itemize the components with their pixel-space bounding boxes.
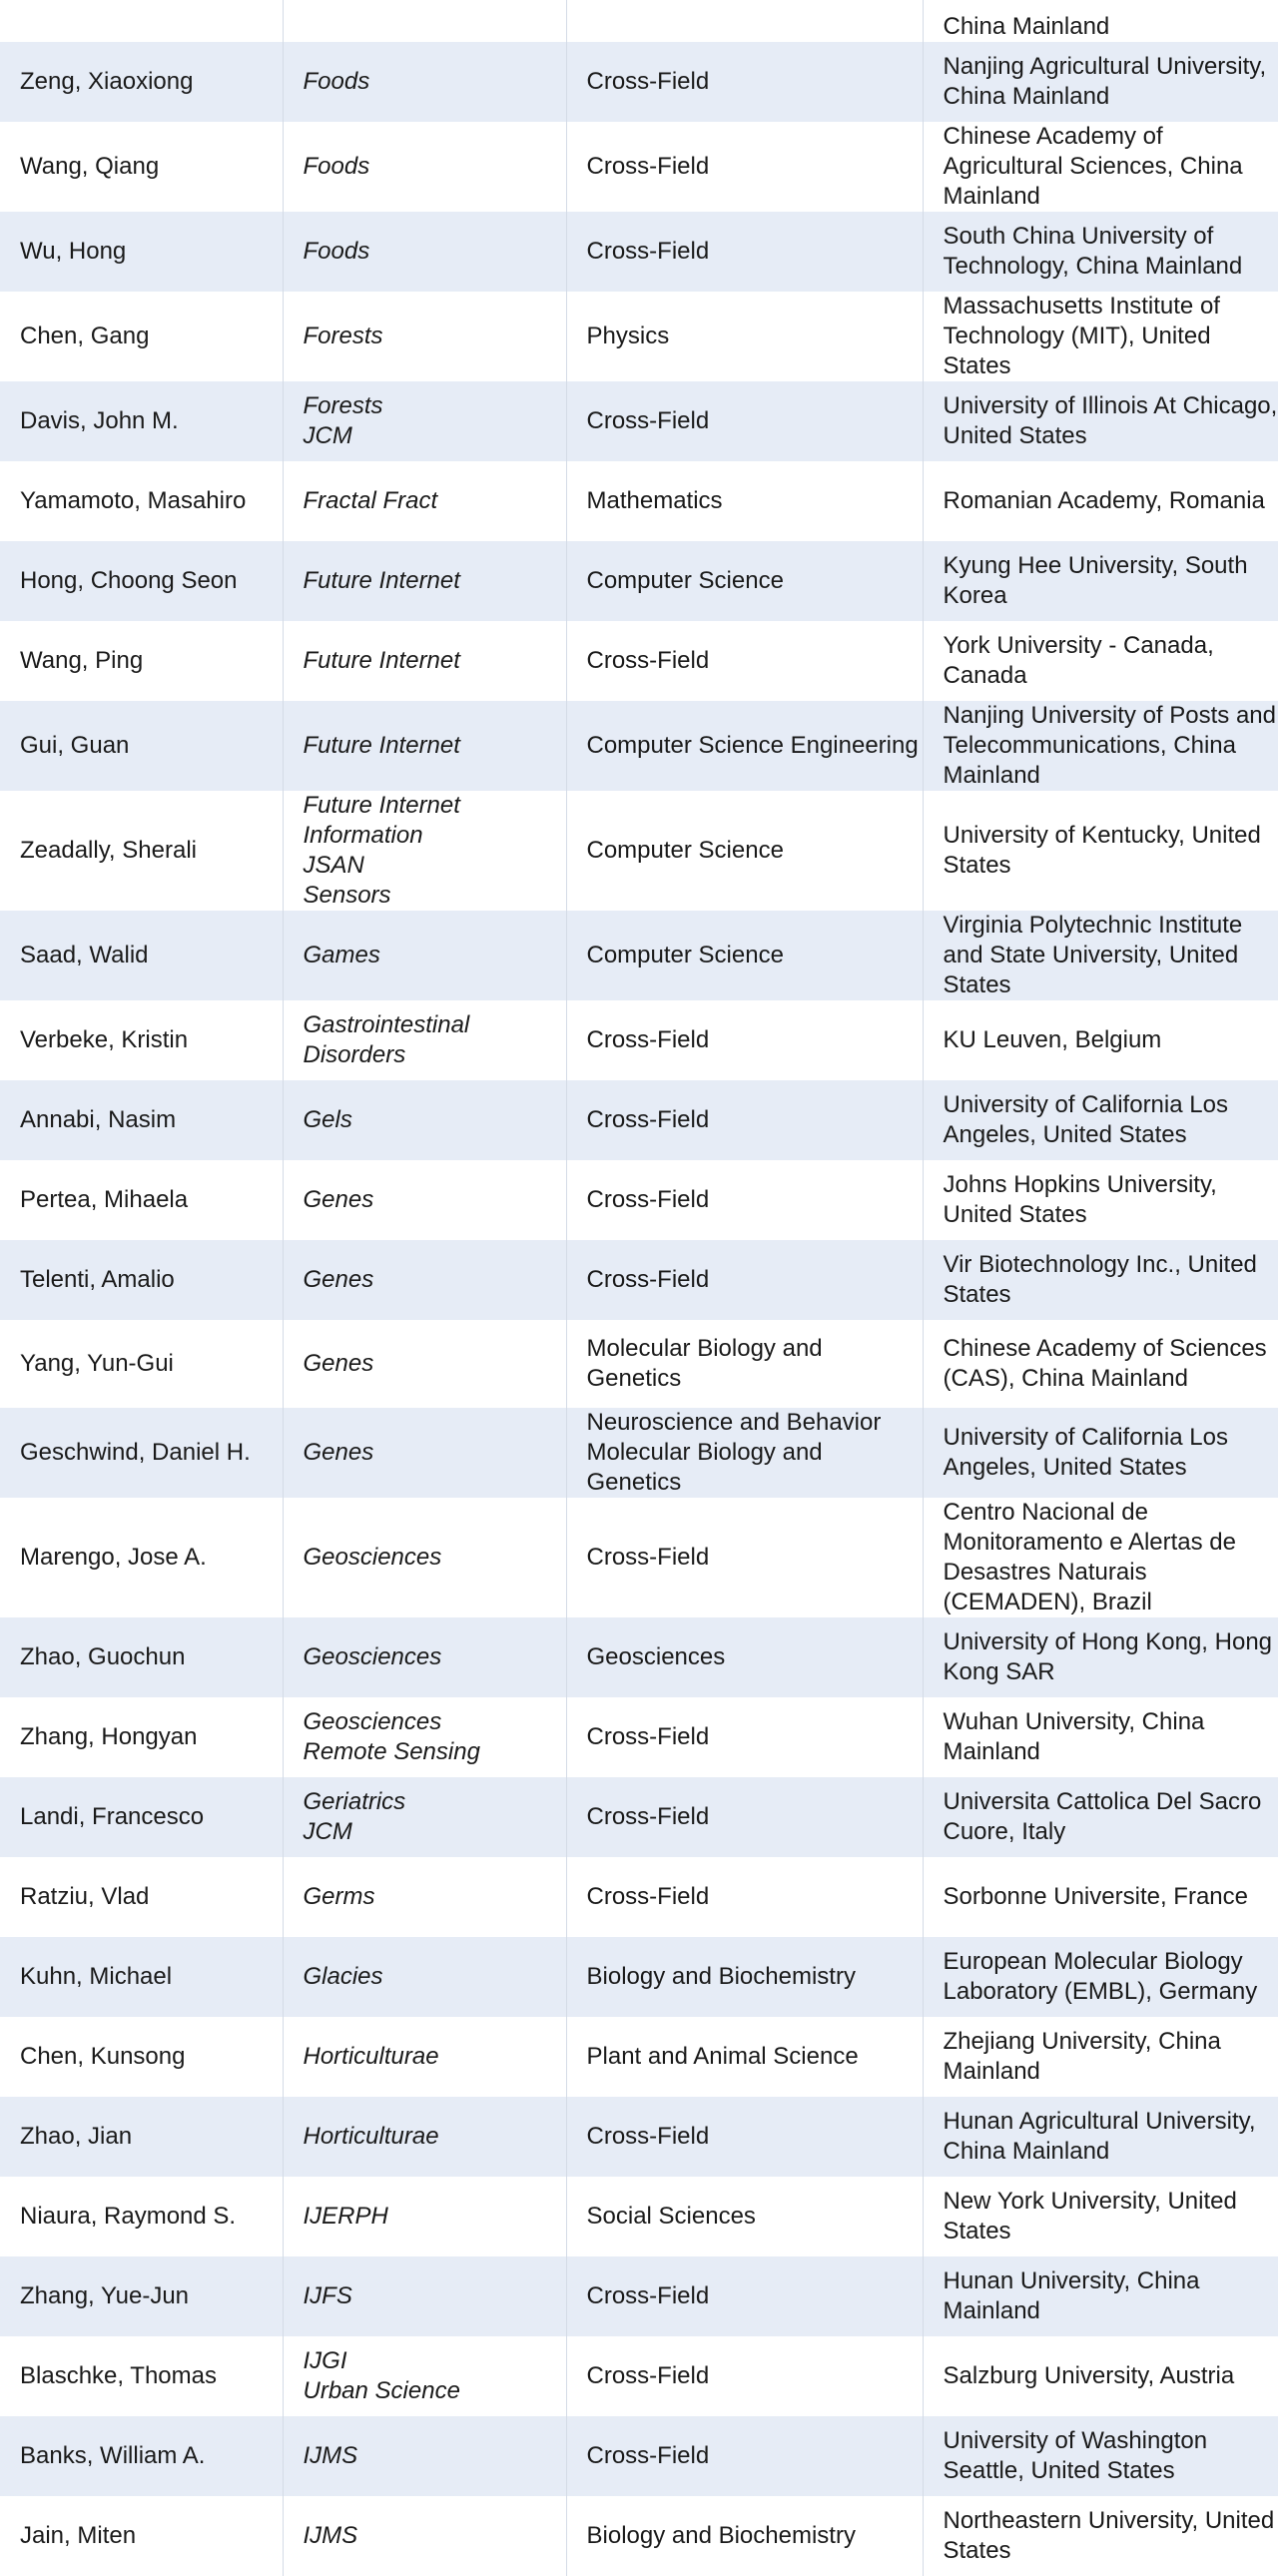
researcher-name: Saad, Walid bbox=[0, 911, 283, 1000]
journal-name: Foods bbox=[303, 68, 370, 95]
journal-name: Future Internet bbox=[303, 647, 460, 674]
journal-list bbox=[283, 701, 566, 791]
affiliation: Sorbonne Universite, France bbox=[943, 1883, 1248, 1910]
journal-list bbox=[283, 1408, 566, 1498]
researcher-name: Kuhn, Michael bbox=[0, 1937, 283, 2017]
journal-list bbox=[283, 1160, 566, 1240]
table-row bbox=[0, 2496, 1278, 2576]
researcher-name: Pertea, Mihaela bbox=[0, 1160, 283, 1240]
researcher-name: Geschwind, Daniel H. bbox=[0, 1408, 283, 1498]
researcher-name: Landi, Francesco bbox=[0, 1777, 283, 1857]
journal-name: Future Internet bbox=[303, 792, 460, 819]
journal-list bbox=[283, 1937, 566, 2017]
journal-list bbox=[283, 1240, 566, 1320]
journal-list bbox=[283, 1080, 566, 1160]
table-row bbox=[0, 2256, 1278, 2336]
table-row bbox=[0, 122, 1278, 212]
table-row bbox=[0, 791, 1278, 911]
journal-name: JCM bbox=[303, 1818, 352, 1845]
research-field: Molecular Biology and Genetics bbox=[566, 1320, 923, 1408]
journal-list bbox=[283, 1617, 566, 1697]
journal-list bbox=[283, 1320, 566, 1408]
journal-list bbox=[283, 2017, 566, 2097]
affiliation: Johns Hopkins University, United States bbox=[943, 1171, 1217, 1228]
table-row bbox=[0, 1160, 1278, 1240]
table-row bbox=[0, 42, 1278, 122]
researcher-name: Verbeke, Kristin bbox=[0, 1000, 283, 1080]
journal-name: IJMS bbox=[303, 2522, 358, 2549]
table-row bbox=[0, 2017, 1278, 2097]
affiliation: European Molecular Biology Laboratory (EMBL), Germany bbox=[943, 1948, 1258, 2005]
journal-list bbox=[283, 2256, 566, 2336]
table-row bbox=[0, 911, 1278, 1000]
researcher-name: Zhao, Jian bbox=[0, 2097, 283, 2177]
research-field: Biology and Biochemistry bbox=[566, 1937, 923, 2017]
journal-list bbox=[283, 2416, 566, 2496]
journal-list bbox=[283, 791, 566, 911]
research-field bbox=[566, 0, 923, 42]
affiliation: University of California Los Angeles, United States bbox=[943, 1424, 1228, 1481]
research-field: Cross-Field bbox=[566, 2416, 923, 2496]
journal-name: Urban Science bbox=[303, 2377, 460, 2404]
table-row bbox=[0, 1498, 1278, 1617]
table-row bbox=[0, 292, 1278, 381]
affiliation: University of Kentucky, United States bbox=[943, 822, 1261, 879]
journal-list bbox=[283, 1777, 566, 1857]
research-field: Cross-Field bbox=[566, 122, 923, 212]
researcher-name: Zeng, Xiaoxiong bbox=[0, 42, 283, 122]
journal-list bbox=[283, 911, 566, 1000]
journal-list bbox=[283, 2177, 566, 2256]
research-field: Computer Science bbox=[566, 911, 923, 1000]
research-field: Computer Science bbox=[566, 541, 923, 621]
journal-name: IJERPH bbox=[303, 2203, 388, 2230]
table-row bbox=[0, 0, 1278, 42]
journal-list bbox=[283, 2097, 566, 2177]
researcher-name: Wu, Hong bbox=[0, 212, 283, 292]
table-row bbox=[0, 621, 1278, 701]
journal-list bbox=[283, 541, 566, 621]
journal-name: Foods bbox=[303, 153, 370, 180]
research-field: Cross-Field bbox=[566, 621, 923, 701]
journal-name: Glacies bbox=[303, 1963, 383, 1990]
affiliation: New York University, United States bbox=[943, 2188, 1237, 2245]
researcher-name: Gui, Guan bbox=[0, 701, 283, 791]
journal-name: Genes bbox=[303, 1266, 374, 1293]
researcher-name: Marengo, Jose A. bbox=[0, 1498, 283, 1617]
research-field: Cross-Field bbox=[566, 1000, 923, 1080]
research-field: Cross-Field bbox=[566, 42, 923, 122]
researcher-name: Blaschke, Thomas bbox=[0, 2336, 283, 2416]
journal-name: JCM bbox=[303, 422, 352, 449]
journal-list bbox=[283, 2336, 566, 2416]
journal-name: JSAN bbox=[303, 852, 364, 879]
affiliation: Centro Nacional de Monitoramento e Alertas de Desastres Naturais (CEMADEN), Brazil bbox=[943, 1499, 1236, 1615]
journal-name: Sensors bbox=[303, 882, 391, 909]
table-row bbox=[0, 1000, 1278, 1080]
research-field: Cross-Field bbox=[566, 1857, 923, 1937]
research-field: Neuroscience and Behavior Molecular Biology and Genetics bbox=[566, 1408, 923, 1498]
table-row bbox=[0, 381, 1278, 461]
journal-list bbox=[283, 1498, 566, 1617]
researcher-name: Yamamoto, Masahiro bbox=[0, 461, 283, 541]
table-row bbox=[0, 1240, 1278, 1320]
table-row bbox=[0, 212, 1278, 292]
journal-name: Horticulturae bbox=[303, 2123, 439, 2150]
table-row bbox=[0, 2097, 1278, 2177]
research-field: Cross-Field bbox=[566, 1697, 923, 1777]
journal-list bbox=[283, 1857, 566, 1937]
affiliation: Hunan Agricultural University, China Mainland bbox=[943, 2108, 1256, 2165]
research-field: Cross-Field bbox=[566, 1160, 923, 1240]
journal-name: Geosciences bbox=[303, 1544, 442, 1571]
research-field: Cross-Field bbox=[566, 381, 923, 461]
researcher-name: Niaura, Raymond S. bbox=[0, 2177, 283, 2256]
journal-list bbox=[283, 461, 566, 541]
journal-name: Information bbox=[303, 822, 423, 849]
journal-name: Horticulturae bbox=[303, 2043, 439, 2070]
journal-name: Remote Sensing bbox=[303, 1738, 480, 1765]
table-row bbox=[0, 1320, 1278, 1408]
affiliation: Chinese Academy of Sciences (CAS), China Mainland bbox=[943, 1335, 1267, 1392]
affiliation: University of Washington Seattle, United States bbox=[943, 2427, 1208, 2484]
table-row bbox=[0, 1777, 1278, 1857]
journal-name: Fractal Fract bbox=[303, 487, 438, 514]
affiliation: Massachusetts Institute of Technology (MIT), United States bbox=[943, 293, 1220, 379]
journal-name: IJFS bbox=[303, 2282, 352, 2309]
researcher-name: Chen, Gang bbox=[0, 292, 283, 381]
affiliation: Nanjing University of Posts and Telecommunications, China Mainland bbox=[943, 702, 1276, 789]
research-field: Physics bbox=[566, 292, 923, 381]
affiliation: Kyung Hee University, South Korea bbox=[943, 552, 1248, 609]
table-row bbox=[0, 1617, 1278, 1697]
research-field: Cross-Field bbox=[566, 1498, 923, 1617]
research-field: Plant and Animal Science bbox=[566, 2017, 923, 2097]
researcher-name: Wang, Ping bbox=[0, 621, 283, 701]
research-field: Cross-Field bbox=[566, 2336, 923, 2416]
journal-name: Gastrointestinal Disorders bbox=[303, 1011, 470, 1068]
journal-list bbox=[283, 0, 566, 42]
research-field: Geosciences bbox=[566, 1617, 923, 1697]
affiliation: Hunan University, China Mainland bbox=[943, 2267, 1200, 2324]
journal-name: Geriatrics bbox=[303, 1788, 406, 1815]
journal-list bbox=[283, 381, 566, 461]
affiliation: University of Hong Kong, Hong Kong SAR bbox=[943, 1628, 1273, 1685]
affiliation: KU Leuven, Belgium bbox=[943, 1026, 1162, 1053]
journal-name: Genes bbox=[303, 1350, 374, 1377]
journal-name: Forests bbox=[303, 392, 383, 419]
journal-list bbox=[283, 292, 566, 381]
researcher-name: Zhao, Guochun bbox=[0, 1617, 283, 1697]
journal-list bbox=[283, 1000, 566, 1080]
journal-name: Future Internet bbox=[303, 567, 460, 594]
affiliation: Wuhan University, China Mainland bbox=[943, 1708, 1205, 1765]
researcher-name: Annabi, Nasim bbox=[0, 1080, 283, 1160]
table-row bbox=[0, 2416, 1278, 2496]
table-row bbox=[0, 1408, 1278, 1498]
journal-list bbox=[283, 42, 566, 122]
journal-name: IJMS bbox=[303, 2442, 358, 2469]
research-field: Cross-Field bbox=[566, 2256, 923, 2336]
journal-list bbox=[283, 1697, 566, 1777]
research-field: Cross-Field bbox=[566, 1240, 923, 1320]
research-field: Mathematics bbox=[566, 461, 923, 541]
researcher-name: Zhang, Yue-Jun bbox=[0, 2256, 283, 2336]
researcher-name: Wang, Qiang bbox=[0, 122, 283, 212]
researcher-name: Zhang, Hongyan bbox=[0, 1697, 283, 1777]
journal-name: Gels bbox=[303, 1106, 352, 1133]
journal-list bbox=[283, 212, 566, 292]
affiliation: Northeastern University, United States bbox=[943, 2507, 1275, 2564]
affiliation: Virginia Polytechnic Institute and State University, United States bbox=[943, 912, 1243, 998]
affiliation: Romanian Academy, Romania bbox=[943, 487, 1265, 514]
affiliation: Chinese Academy of Agricultural Sciences, China Mainland bbox=[943, 123, 1243, 210]
affiliation: York University - Canada, Canada bbox=[943, 632, 1214, 689]
researcher-name: Hong, Choong Seon bbox=[0, 541, 283, 621]
research-field: Cross-Field bbox=[566, 1080, 923, 1160]
table-row bbox=[0, 701, 1278, 791]
researcher-name bbox=[0, 0, 283, 42]
research-field: Cross-Field bbox=[566, 2097, 923, 2177]
researcher-name: Ratziu, Vlad bbox=[0, 1857, 283, 1937]
researcher-name: Banks, William A. bbox=[0, 2416, 283, 2496]
table-row bbox=[0, 1697, 1278, 1777]
journal-name: Geosciences bbox=[303, 1643, 442, 1670]
researcher-name: Yang, Yun-Gui bbox=[0, 1320, 283, 1408]
research-field: Cross-Field bbox=[566, 212, 923, 292]
table-row bbox=[0, 541, 1278, 621]
journal-name: Games bbox=[303, 942, 380, 968]
affiliation: China Mainland bbox=[943, 13, 1110, 40]
affiliation: Vir Biotechnology Inc., United States bbox=[943, 1251, 1257, 1308]
affiliation: Zhejiang University, China Mainland bbox=[943, 2028, 1221, 2085]
affiliation: University of California Los Angeles, United States bbox=[943, 1091, 1228, 1148]
table-row bbox=[0, 1080, 1278, 1160]
affiliation: Salzburg University, Austria bbox=[943, 2362, 1235, 2389]
journal-name: Foods bbox=[303, 238, 370, 265]
affiliation: Nanjing Agricultural University, China Mainland bbox=[943, 53, 1267, 110]
research-field: Computer Science bbox=[566, 791, 923, 911]
journal-name: Genes bbox=[303, 1439, 374, 1466]
journal-list bbox=[283, 621, 566, 701]
journal-name: Genes bbox=[303, 1186, 374, 1213]
research-field: Biology and Biochemistry bbox=[566, 2496, 923, 2576]
researcher-name: Zeadally, Sherali bbox=[0, 791, 283, 911]
research-field: Cross-Field bbox=[566, 1777, 923, 1857]
journal-name: Geosciences bbox=[303, 1708, 442, 1735]
table-row bbox=[0, 461, 1278, 541]
affiliation: Universita Cattolica Del Sacro Cuore, Italy bbox=[943, 1788, 1262, 1845]
table-row bbox=[0, 1937, 1278, 2017]
journal-name: Germs bbox=[303, 1883, 375, 1910]
journal-list bbox=[283, 2496, 566, 2576]
researcher-name: Jain, Miten bbox=[0, 2496, 283, 2576]
affiliation: University of Illinois At Chicago, United States bbox=[943, 392, 1278, 449]
journal-list bbox=[283, 122, 566, 212]
affiliation: South China University of Technology, China Mainland bbox=[943, 223, 1243, 280]
researcher-name: Davis, John M. bbox=[0, 381, 283, 461]
table-row bbox=[0, 2177, 1278, 2256]
journal-name: Forests bbox=[303, 322, 383, 349]
researcher-name: Chen, Kunsong bbox=[0, 2017, 283, 2097]
journal-name: Future Internet bbox=[303, 732, 460, 759]
research-field: Social Sciences bbox=[566, 2177, 923, 2256]
table-row bbox=[0, 1857, 1278, 1937]
journal-name: IJGI bbox=[303, 2347, 347, 2374]
research-field: Computer Science Engineering bbox=[566, 701, 923, 791]
table-row bbox=[0, 2336, 1278, 2416]
researcher-name: Telenti, Amalio bbox=[0, 1240, 283, 1320]
